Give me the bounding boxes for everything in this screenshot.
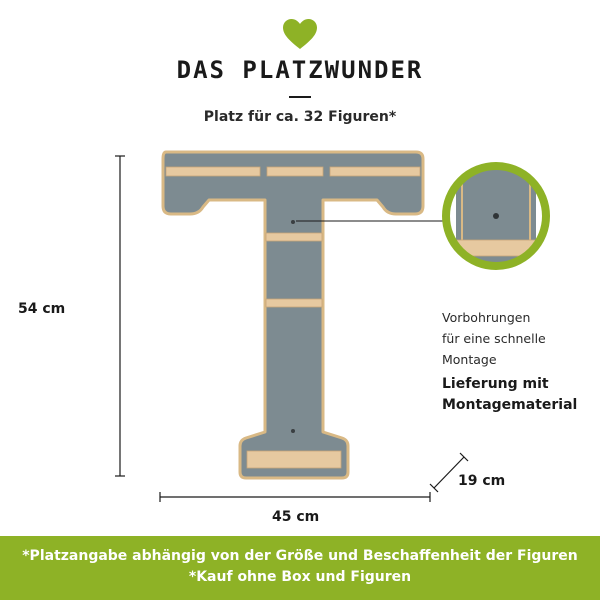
shelf-board-top-center [267,167,323,176]
zoom-detail [446,160,546,280]
note-line: Vorbohrungen [442,310,531,325]
shelf-board-top-left [166,167,260,176]
t-shelf [163,152,423,478]
shelf-board-stem-2 [266,299,322,307]
width-label: 45 cm [272,509,320,525]
height-label: 54 cm [18,301,66,317]
note-line: Montage [442,352,497,367]
highlight-line: Montagematerial [442,397,578,413]
predrill-note [442,307,597,370]
width-dimension-line [160,492,430,502]
footer-line: *Kauf ohne Box und Figuren [188,569,412,585]
footer-line: *Platzangabe abhängig von der Größe und Beschaffenheit der Figuren [22,548,578,564]
shelf-board-stem-1 [266,233,322,241]
height-dimension-line [115,156,125,476]
brand-title: DAS PLATZWUNDER [176,56,424,84]
shelf-board-top-right [330,167,420,176]
depth-label: 19 cm [458,473,506,489]
mounting-material-note [442,374,597,416]
capacity-subtitle: Platz für ca. 32 Figuren* [203,109,397,125]
shelf-board-bottom [247,451,341,468]
highlight-line: Lieferung mit [442,376,549,392]
note-line: für eine schnelle [442,331,546,346]
footer-banner [0,536,600,600]
